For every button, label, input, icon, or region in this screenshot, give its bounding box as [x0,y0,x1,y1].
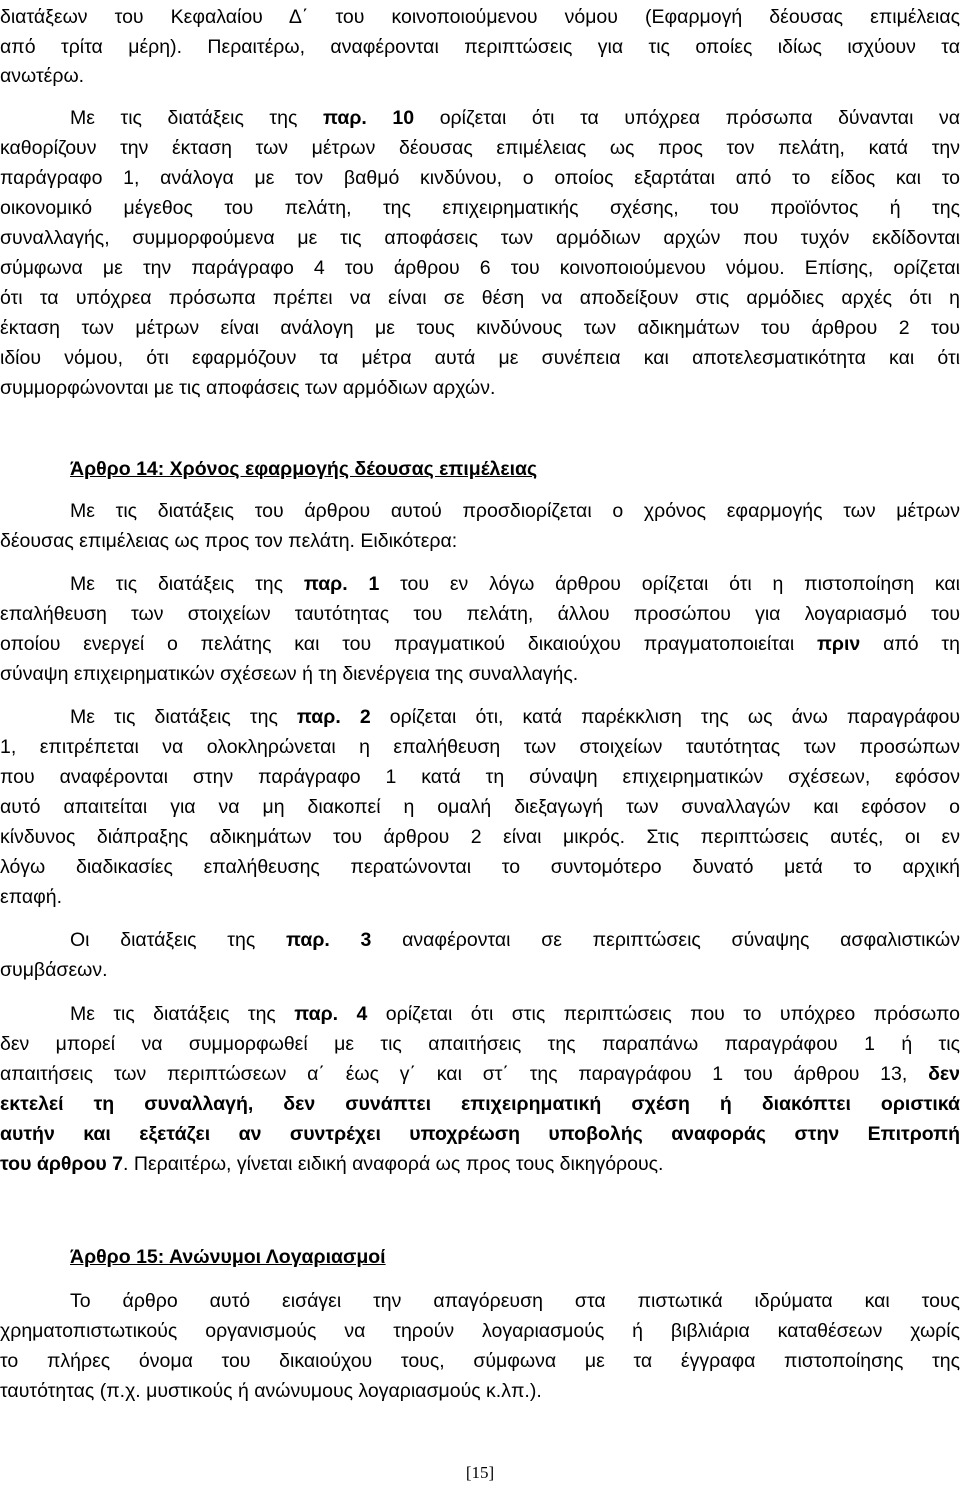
text-line: χρηματοπιστωτικούς οργανισμούς να τηρούν λογαριασμούς ή βιβλιάρια καταθέσεων χωρίς [0,1320,960,1342]
bold-ref-num: 10 [392,107,415,129]
text-line: επαφή. [0,886,63,908]
text-line: οποίου ενεργεί ο πελάτης και του πραγματικού δικαιούχου πραγματοποιείται πριν από τη [0,633,960,655]
text-line: 1, επιτρέπεται να ολοκληρώνεται η επαλήθευση των στοιχείων ταυτότητας των προσώπων [0,736,960,758]
bold-ref-num: 3 [360,929,372,951]
text-line: σύμφωνα με την παράγραφο 4 του άρθρου 6 του κοινοποιούμενου νόμου. Επίσης, ορίζεται [0,257,960,279]
bold-ref: παρ. [303,573,348,595]
text-line: λόγω διαδικασίες επαλήθευσης περατώνονται το συντομότερο δυνατό μετά το αρχική [0,856,960,878]
bold-ref: παρ. [294,1003,339,1025]
text-line: διατάξεων του Κεφαλαίου Δ΄ του κοινοποιούμενου νόμου (Εφαρμογή δέουσας επιμέλειας [0,6,960,28]
bold-ref: παρ. [285,929,330,951]
bold-word: δεν [928,1063,960,1085]
text-line: επαλήθευση των στοιχείων ταυτότητας του πελάτη, άλλου προσώπου για λογαριασμό του [0,603,960,625]
text-line: σύναψη επιχειρηματικών σχέσεων ή τη διενέργεια της συναλλαγής. [0,663,579,685]
paragraph-line: Οι διατάξεις της παρ. 3 αναφέρονται σε περιπτώσεις σύναψης ασφαλιστικών [70,929,960,951]
text-line: από τρίτα μέρη). Περαιτέρω, αναφέρονται περιπτώσεις για τις οποίες ιδίως ισχύουν τα [0,36,960,58]
text-line: αυτήν και εξετάζει αν συντρέχει υποχρέωση υποβολής αναφοράς στην Επιτροπή [0,1123,960,1145]
text-line: απαιτήσεις των περιπτώσεων α΄ έως γ΄ και στ΄ της παραγράφου 1 του άρθρου 13, δεν [0,1063,960,1085]
paragraph-line: Με τις διατάξεις της παρ. 10 ορίζεται ότι τα υπόχρεα πρόσωπα δύνανται να [70,107,960,129]
bold-ref: παρ. [322,107,367,129]
paragraph-line: Με τις διατάξεις της παρ. 2 ορίζεται ότι, κατά παρέκκλιση της ως άνω παραγράφου [70,706,960,728]
text-line: ταυτότητας (π.χ. μυστικούς ή ανώνυμους λογαριασμούς κ.λπ.). [0,1380,542,1402]
text-line: δεν μπορεί να συμμορφωθεί με τις απαιτήσεις της παραπάνω παραγράφου 1 ή τις [0,1033,960,1055]
text-line: παράγραφο 1, ανάλογα με τον βαθμό κινδύνου, ο οποίος εξαρτάται από το είδος και το [0,167,960,189]
text-line: εκτελεί τη συναλλαγή, δεν συνάπτει επιχειρηματική σχέση ή διακόπτει οριστικά [0,1093,960,1115]
bold-ref-num: 2 [359,706,371,728]
text-line: καθορίζουν την έκταση των μέτρων δέουσας επιμέλειας ως προς τον πελάτη, κατά την [0,137,960,159]
bold-ref: παρ. [296,706,341,728]
text-line: αυτό απαιτείται για να μη διακοπεί η ομαλή διεξαγωγή των συναλλαγών και εφόσον ο [0,796,960,818]
paragraph-line: Με τις διατάξεις του άρθρου αυτού προσδιορίζεται ο χρόνος εφαρμογής των μέτρων [70,500,960,522]
bold-ref-num: 1 [368,573,380,595]
text-line: οικονομικό μέγεθος του πελάτη, της επιχειρηματικής σχέσης, του προϊόντος ή της [0,197,960,219]
page-number: [15] [465,1463,495,1482]
text-line: ιδίου νόμου, ότι εφαρμόζουν τα μέτρα αυτά με συνέπεια και αποτελεσματικότητα και ότι [0,347,960,369]
text-line: δέουσας επιμέλειας ως προς τον πελάτη. Ειδικότερα: [0,530,458,552]
paragraph-line: Με τις διατάξεις της παρ. 1 του εν λόγω άρθρου ορίζεται ότι η πιστοποίηση και [70,573,960,595]
text-line: το πλήρες όνομα του δικαιούχου τους, σύμφωνα με τα έγγραφα πιστοποίησης της [0,1350,960,1372]
bold-ref-num: 4 [356,1003,368,1025]
text-line: συμβάσεων. [0,959,108,981]
article-15-heading: Άρθρο 15: Ανώνυμοι Λογαριασμοί [70,1246,386,1268]
text-line: ανωτέρω. [0,65,85,87]
text-line: συναλλαγής, συμμορφούμενα με τις αποφάσεις των αρμόδιων αρχών που τυχόν εκδίδονται [0,227,960,249]
text-line: ότι τα υπόχρεα πρόσωπα πρέπει να είναι σε θέση να αποδείξουν στις αρμόδιες αρχές ότι η [0,287,960,309]
text-line: έκταση των μέτρων είναι ανάλογη με τους κινδύνους των αδικημάτων του άρθρου 2 του [0,317,960,339]
paragraph-line: Το άρθρο αυτό εισάγει την απαγόρευση στα πιστωτικά ιδρύματα και τους [70,1290,960,1312]
paragraph-line: Με τις διατάξεις της παρ. 4 ορίζεται ότι στις περιπτώσεις που το υπόχρεο πρόσωπο [70,1003,960,1025]
text-line: του άρθρου 7. Περαιτέρω, γίνεται ειδική αναφορά ως προς τους δικηγόρους. [0,1153,664,1175]
article-14-heading: Άρθρο 14: Χρόνος εφαρμογής δέουσας επιμέλειας [70,458,538,480]
text-line: κίνδυνος διάπραξης αδικημάτων του άρθρου 2 είναι μικρός. Στις περιπτώσεις αυτές, οι εν [0,826,960,848]
bold-word: πριν [817,633,861,655]
text-line: που αναφέρονται στην παράγραφο 1 κατά τη σύναψη επιχειρηματικών σχέσεων, εφόσον [0,766,960,788]
text-line: συμμορφώνονται με τις αποφάσεις των αρμόδιων αρχών. [0,377,496,399]
